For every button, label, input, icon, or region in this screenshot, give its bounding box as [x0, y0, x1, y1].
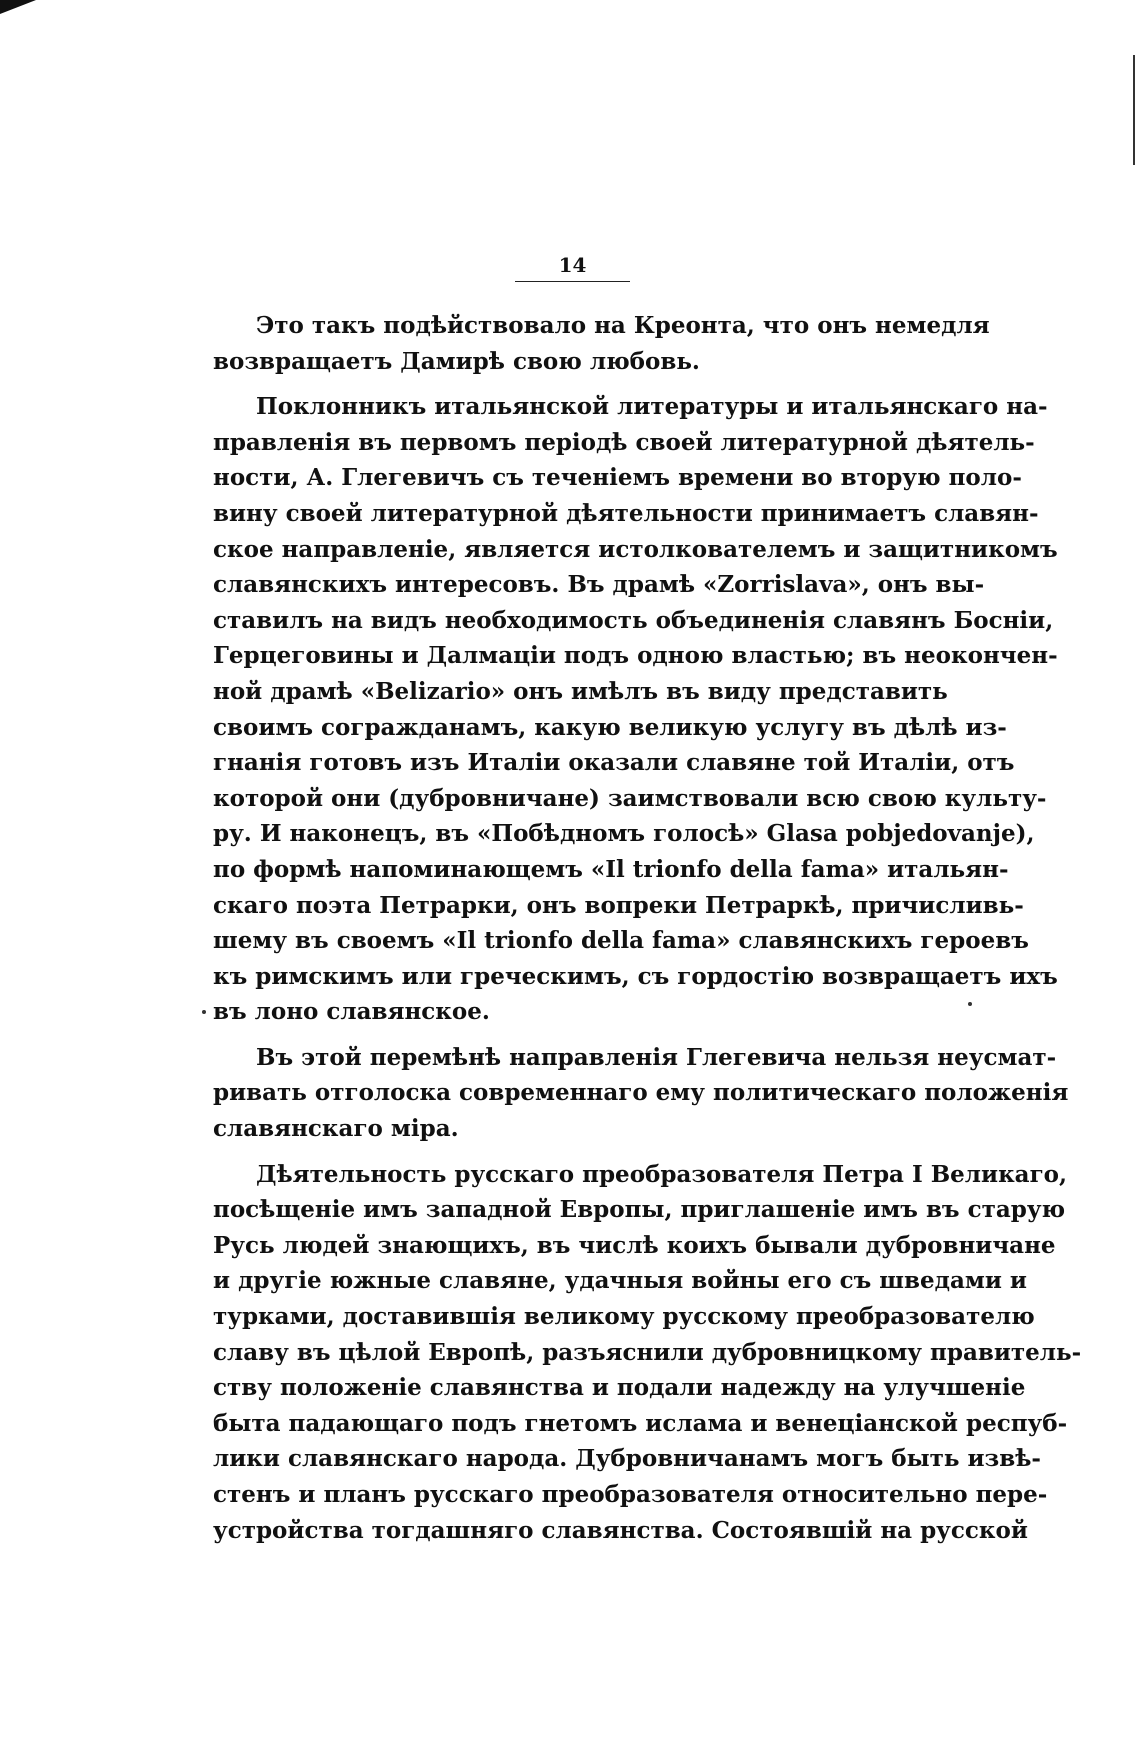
text-line: Въ этой перемѣнѣ направленія Глегевича нельзя неусмат- — [256, 1043, 1057, 1071]
text-line: ское направленіе, является истолкователемъ и защитникомъ — [213, 535, 1058, 563]
text-line: стенъ и планъ русскаго преобразователя относительно пере- — [213, 1481, 1048, 1508]
paragraph-gap — [213, 379, 933, 389]
paragraph-gap — [213, 1030, 933, 1040]
text-line: и другіе южные славяне, удачныя войны его съ шведами и — [213, 1267, 1027, 1295]
paragraph — [213, 1040, 1069, 1147]
text-line: ной драмѣ «Belizario» онъ имѣлъ въ виду представить — [213, 677, 948, 705]
text-line: Дѣятельность русскаго преобразователя Петра I Великаго, — [256, 1160, 1068, 1188]
text-line: быта падающаго подъ гнетомъ ислама и венеціанской респуб- — [213, 1409, 1068, 1437]
text-line: ству положеніе славянства и подали надежду на улучшеніе — [213, 1374, 1026, 1402]
text-line: Это такъ подѣйствовало на Креонта, что онъ немедля — [256, 312, 990, 339]
paragraph-gap — [213, 1147, 933, 1157]
text-line: правленія въ первомъ періодѣ своей литературной дѣятель- — [213, 428, 1035, 456]
text-line: своимъ согражданамъ, какую великую услугу въ дѣлѣ из- — [213, 713, 1007, 741]
text-line: въ лоно славянское. — [213, 998, 490, 1026]
scan-speck — [968, 1002, 972, 1006]
text-line: турками, доставившія великому русскому преобразователю — [213, 1303, 1035, 1331]
paragraph — [213, 389, 1058, 1030]
text-line: лики славянскаго народа. Дубровничанамъ могъ быть извѣ- — [213, 1445, 1041, 1473]
scan-corner-mark — [0, 0, 36, 14]
text-line: посѣщеніе имъ западной Европы, приглашеніе имъ въ старую — [213, 1196, 1066, 1224]
scan-edge-line — [1133, 55, 1135, 165]
text-line: Поклонникъ итальянской литературы и итальянскаго на- — [256, 393, 1048, 421]
text-line: славу въ цѣлой Европѣ, разъяснили дубровницкому правитель- — [213, 1338, 1082, 1366]
text-line: ставилъ на видъ необходимость объединенія славянъ Босніи, — [213, 606, 1054, 634]
page-number: 14 — [558, 253, 587, 277]
text-line: славянскихъ интересовъ. Въ драмѣ «Zorrislava», онъ вы- — [213, 571, 985, 599]
text-line: возвращаетъ Дамирѣ свою любовь. — [213, 347, 700, 375]
body-text — [213, 308, 1082, 1548]
text-line: по формѣ напоминающемъ «Il trionfo della fama» итальян- — [213, 855, 1009, 883]
text-line: славянскаго міра. — [213, 1115, 459, 1143]
text-line: ривать отголоска современнаго ему политическаго положенія — [213, 1079, 1069, 1107]
text-line: шему въ своемъ «Il trionfo della fama» славянскихъ героевъ — [213, 927, 1029, 955]
text-line: Герцеговины и Далмаціи подъ одною властью; въ неокончен- — [213, 642, 1058, 670]
text-line: Русь людей знающихъ, въ числѣ коихъ бывали дубровничане — [213, 1231, 1056, 1259]
text-line: скаго поэта Петрарки, онъ вопреки Петраркѣ, причисливь- — [213, 891, 1024, 919]
text-line: гнанія готовъ изъ Италіи оказали славяне той Италіи, отъ — [213, 749, 1015, 777]
page-number-rule — [515, 281, 630, 282]
text-line: къ римскимъ или греческимъ, съ гордостію возвращаетъ ихъ — [213, 962, 1058, 990]
text-line: вину своей литературной дѣятельности принимаетъ славян- — [213, 499, 1039, 527]
paragraph — [213, 1157, 1082, 1549]
scan-speck — [202, 1010, 206, 1014]
text-line: ности, А. Глегевичъ съ теченіемъ времени во вторую поло- — [213, 464, 1022, 492]
text-line: которой они (дубровничане) заимствовали всю свою культу- — [213, 784, 1047, 812]
text-line: устройства тогдашняго славянства. Состоявшій на русской — [213, 1516, 1028, 1544]
text-line: ру. И наконецъ, въ «Побѣдномъ голосѣ» Glasa pobjedovanje), — [213, 820, 1035, 848]
paragraph — [213, 308, 990, 379]
